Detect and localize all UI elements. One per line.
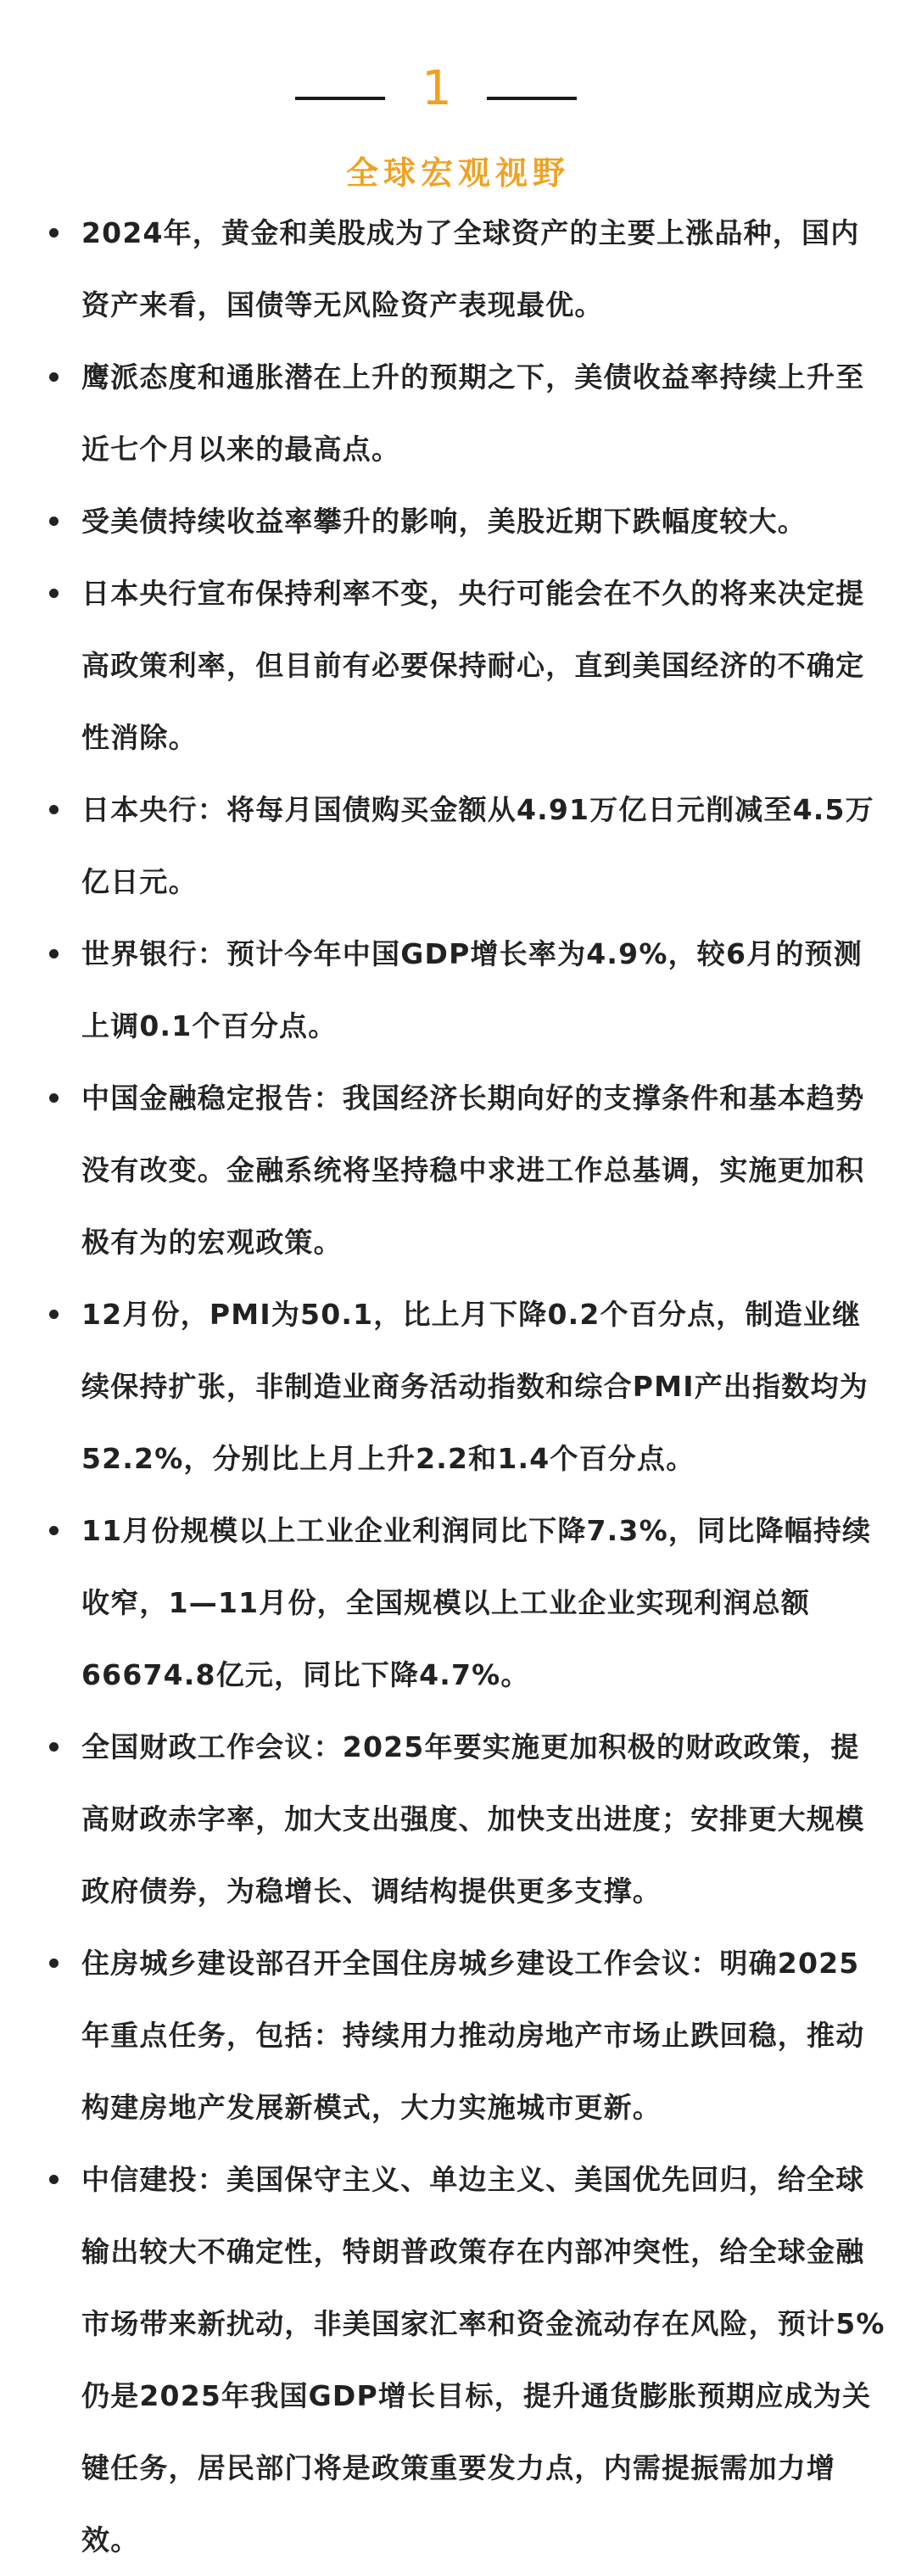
bullet-dot-icon [49,949,59,958]
list-item-text: 2024年，黄金和美股成为了全球资产的主要上涨品种，国内资产来看，国债等无风险资产表现最优。 [81,216,860,321]
section-number: 1 [422,61,452,116]
list-item [46,2143,885,2576]
header-rule-right [487,97,577,100]
list-item [46,774,885,918]
list-item-text: 11月份规模以上工业企业利润同比下降7.3%，同比降幅持续收窄，1—11月份，全国规模以上工业企业实现利润总额66674.8亿元，同比下降4.7%。 [81,1514,872,1691]
bullet-dot-icon [49,805,59,814]
bullet-dot-icon [49,1310,59,1319]
list-item [46,197,885,341]
bullet-dot-icon [49,2175,59,2184]
list-item-text: 中国金融稳定报告：我国经济长期向好的支撑条件和基本趋势没有改变。金融系统将坚持稳中求进工作总基调，实施更加积极有为的宏观政策。 [81,1081,865,1259]
list-item [46,1927,885,2143]
list-item-text: 全国财政工作会议：2025年要实施更加积极的财政政策，提高财政赤字率，加大支出强度、加快支出进度；安排更大规模政府债券，为稳增长、调结构提供更多支撑。 [81,1730,865,1908]
section-header [0,59,916,119]
list-item-text: 鹰派态度和通胀潜在上升的预期之下，美债收益率持续上升至近七个月以来的最高点。 [81,360,865,466]
bullet-dot-icon [49,1526,59,1535]
list-item [46,341,885,485]
list-item-text: 日本央行宣布保持利率不变，央行可能会在不久的将来决定提高政策利率，但目前有必要保持耐心，直到美国经济的不确定性消除。 [81,577,865,754]
bullet-dot-icon [49,228,59,237]
news-bullet-list [46,197,885,2576]
list-item [46,1711,885,1927]
bullet-dot-icon [49,517,59,526]
header-rule-left [295,97,385,100]
bullet-dot-icon [49,1959,59,1968]
list-item-text: 受美债持续收益率攀升的影响，美股近期下跌幅度较大。 [81,505,807,538]
list-item [46,1278,885,1495]
bullet-dot-icon [49,589,59,598]
list-item-text: 住房城乡建设部召开全国住房城乡建设工作会议：明确2025年重点任务，包括：持续用力推动房地产市场止跌回稳，推动构建房地产发展新模式，大力实施城市更新。 [81,1947,865,2124]
list-item [46,918,885,1062]
list-item [46,485,885,557]
list-item [46,1495,885,1711]
bullet-dot-icon [49,372,59,382]
list-item-text: 12月份，PMI为50.1，比上月下降0.2个百分点，制造业继续保持扩张，非制造业商务活动指数和综合PMI产出指数均为52.2%，分别比上月上升2.2和1.4个百分点。 [81,1298,869,1475]
list-item-text: 日本央行：将每月国债购买金额从4.91万亿日元削减至4.5万亿日元。 [81,793,874,898]
list-item [46,1062,885,1278]
bullet-dot-icon [49,1093,59,1103]
list-item-text: 世界银行：预计今年中国GDP增长率为4.9%，较6月的预测上调0.1个百分点。 [81,937,863,1042]
list-item [46,557,885,774]
list-item-text: 中信建投：美国保守主义、单边主义、美国优先回归，给全球输出较大不确定性，特朗普政策存在内部冲突性，给全球金融市场带来新扰动，非美国家汇率和资金流动存在风险，预计5%仍是2025年我国GDP增长目标，提升通货膨胀预期应成为关键任务，居民部门将是政策重要发力点，内需提振需加力增效。 [81,2163,885,2556]
section-title: 全球宏观视野 [345,154,570,192]
bullet-dot-icon [49,1742,59,1752]
